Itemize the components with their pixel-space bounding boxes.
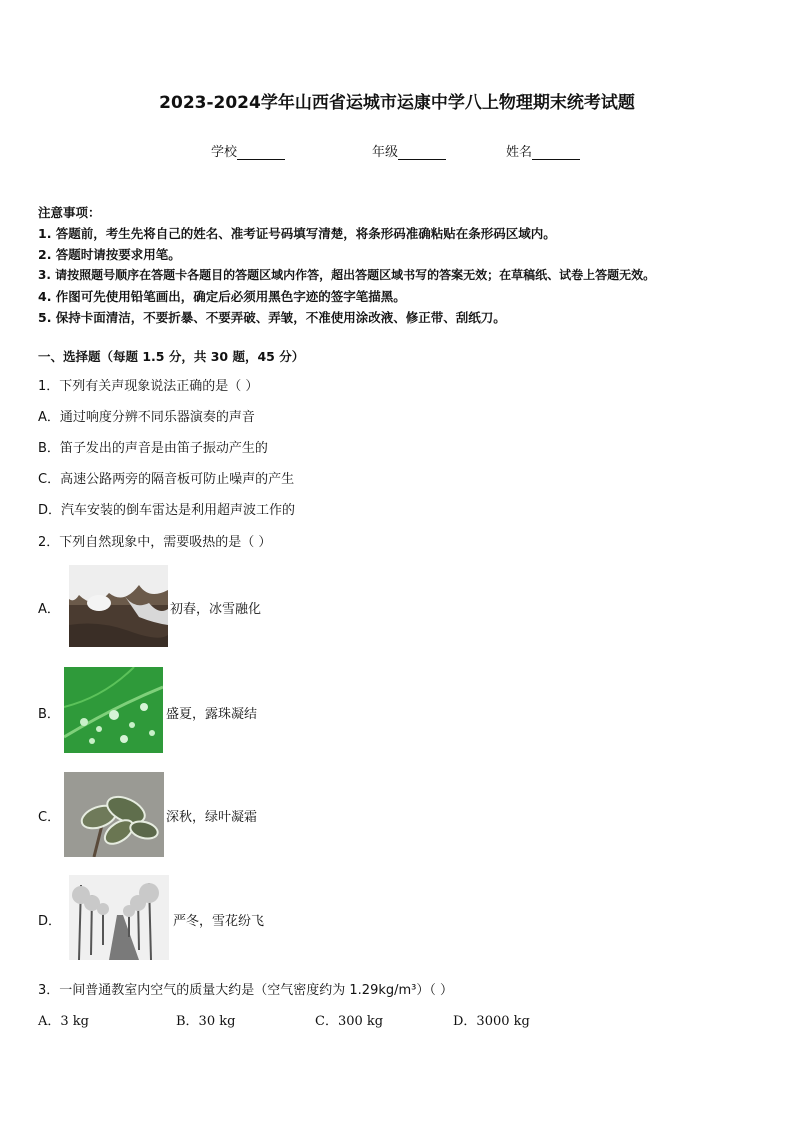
- page-title: 2023-2024学年山西省运城市运康中学八上物理期末统考试题: [159, 93, 635, 113]
- melting-snow-image: [69, 565, 168, 647]
- q1-option-d[interactable]: D．汽车安装的倒车雷达是利用超声波工作的: [38, 503, 296, 518]
- frost-leaves-illustration: [64, 772, 164, 857]
- q3-option-c[interactable]: C．300 kg: [315, 1014, 384, 1029]
- question-3-stem: 3．一间普通教室内空气的质量大约是（空气密度约为 1.29kg/m³）（ ）: [38, 983, 454, 998]
- q2-option-a-letter[interactable]: A．: [38, 602, 60, 617]
- dew-leaf-illustration: [64, 667, 163, 753]
- melting-snow-illustration: [69, 565, 168, 647]
- notes-heading: 注意事项：: [38, 205, 101, 220]
- q3-option-a[interactable]: A．3 kg: [38, 1014, 89, 1029]
- q3-option-d[interactable]: D．3000 kg: [453, 1014, 530, 1029]
- section-heading: 一、选择题（每题 1.5 分，共 30 题，45 分）: [38, 349, 305, 364]
- q2-option-d-text[interactable]: 严冬，雪花纷飞: [173, 914, 265, 929]
- dew-leaf-image: [64, 667, 163, 753]
- name-blank[interactable]: [532, 146, 580, 160]
- school-label: 学校: [211, 145, 238, 160]
- q2-option-d-letter[interactable]: D．: [38, 914, 62, 929]
- note-item: 2. 答题时请按要求用笔。: [38, 247, 181, 262]
- question-1-stem: 1．下列有关声现象说法正确的是（ ）: [38, 379, 259, 394]
- snowy-road-image: [69, 875, 169, 960]
- grade-blank[interactable]: [398, 146, 446, 160]
- q2-option-a-text[interactable]: 初春，冰雪融化: [170, 602, 262, 617]
- q2-option-c-letter[interactable]: C．: [38, 810, 61, 825]
- name-label: 姓名: [506, 145, 533, 160]
- name-field: [506, 141, 580, 160]
- q2-option-c-text[interactable]: 深秋，绿叶凝霜: [166, 810, 258, 825]
- q2-option-b-text[interactable]: 盛夏，露珠凝结: [166, 707, 258, 722]
- q1-option-c[interactable]: C．高速公路两旁的隔音板可防止噪声的产生: [38, 472, 295, 487]
- school-field: [211, 141, 285, 160]
- q3-option-b[interactable]: B．30 kg: [176, 1014, 236, 1029]
- frost-leaves-image: [64, 772, 164, 857]
- note-item: 4. 作图可先使用铅笔画出，确定后必须用黑色字迹的签字笔描黑。: [38, 289, 406, 304]
- q1-option-a[interactable]: A．通过响度分辨不同乐器演奏的声音: [38, 410, 255, 425]
- grade-field: [372, 141, 446, 160]
- q1-option-b[interactable]: B．笛子发出的声音是由笛子振动产生的: [38, 441, 268, 456]
- q2-option-b-letter[interactable]: B．: [38, 707, 60, 722]
- note-item: 3. 请按照题号顺序在答题卡各题目的答题区域内作答，超出答题区域书写的答案无效；在草稿纸、试卷上答题无效。: [38, 268, 656, 282]
- note-item: 1. 答题前，考生先将自己的姓名、准考证号码填写清楚，将条形码准确粘贴在条形码区域内。: [38, 226, 556, 241]
- snowy-road-illustration: [69, 875, 169, 960]
- school-blank[interactable]: [237, 146, 285, 160]
- grade-label: 年级: [372, 145, 399, 160]
- note-item: 5. 保持卡面清洁，不要折暴、不要弄破、弄皱，不准使用涂改液、修正带、刮纸刀。: [38, 310, 506, 325]
- question-2-stem: 2．下列自然现象中，需要吸热的是（ ）: [38, 535, 272, 550]
